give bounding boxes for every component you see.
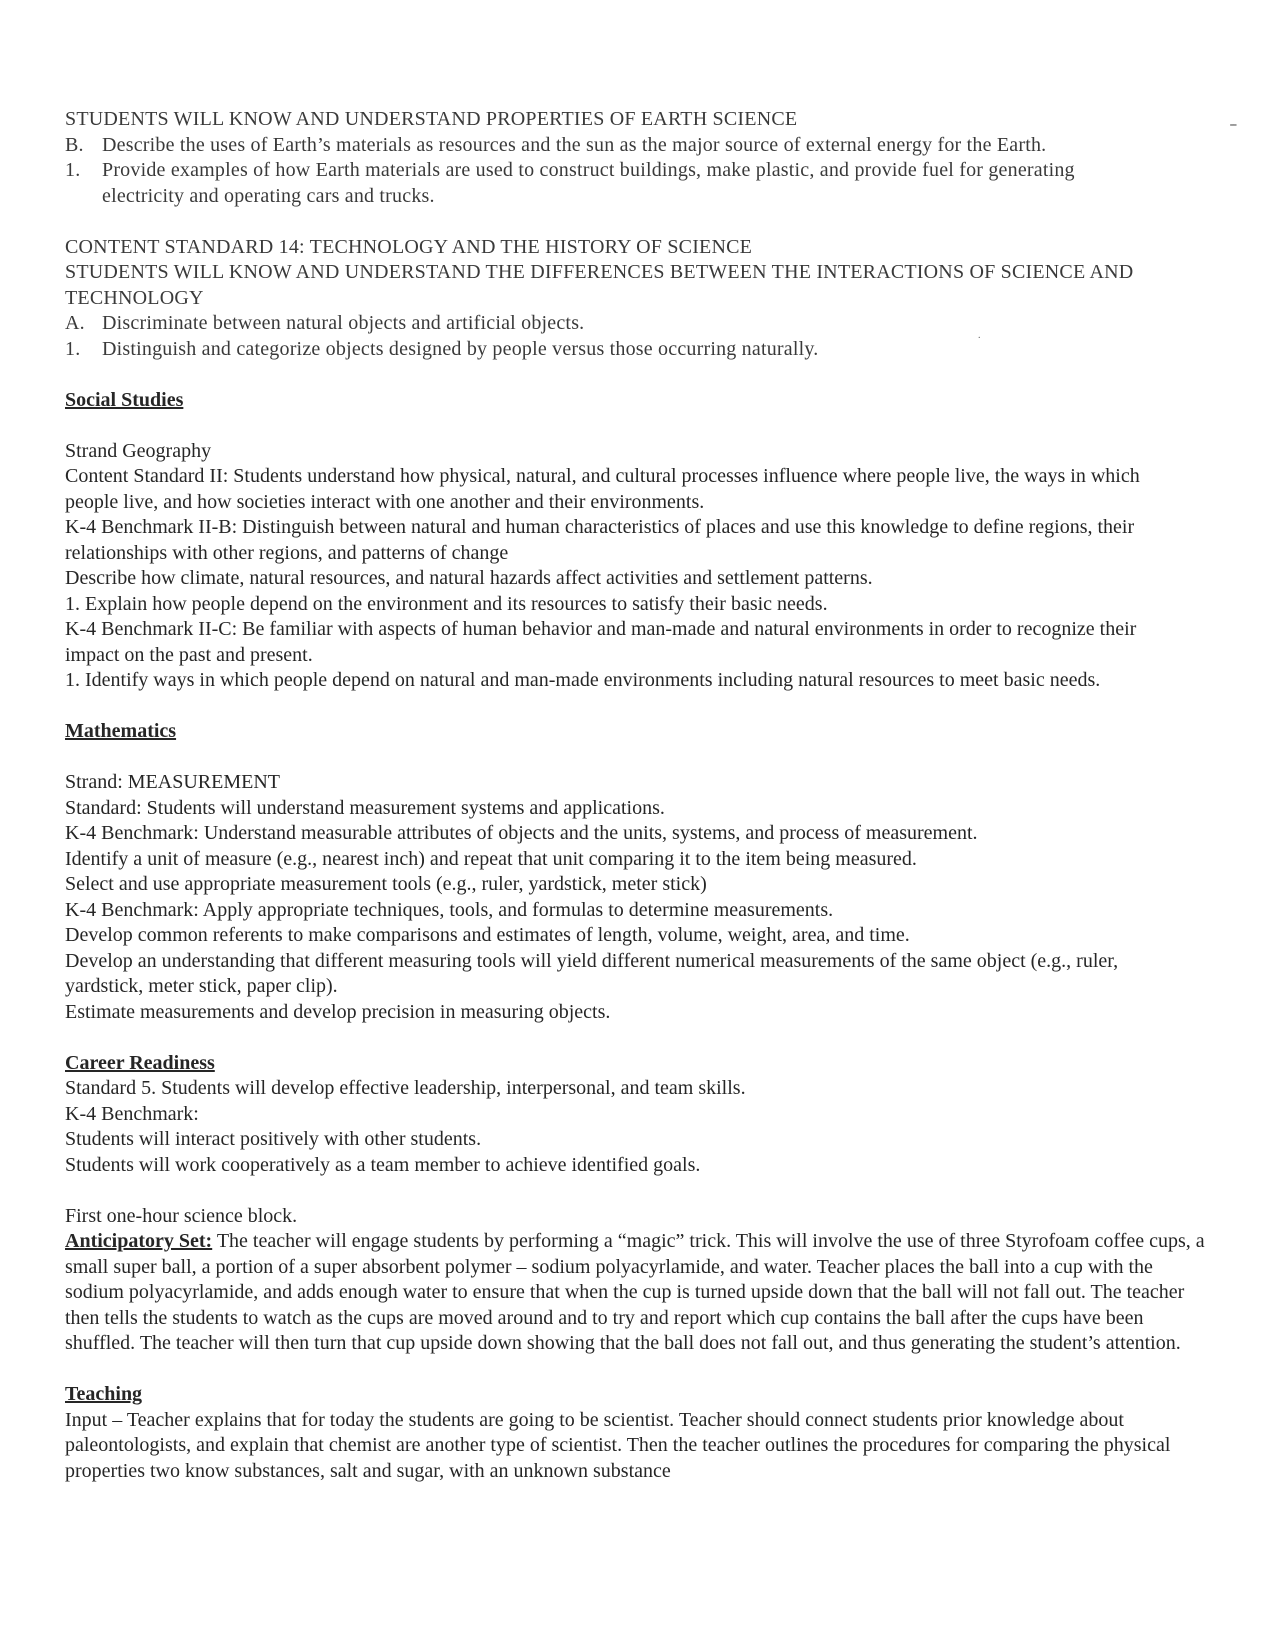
mathematics-line: K-4 Benchmark: Apply appropriate techniques, tools, and formulas to determine measurements.: [65, 898, 834, 921]
social-studies-heading: Social Studies: [65, 388, 184, 411]
career-readiness-line: Students will work cooperatively as a team member to achieve identified goals.: [65, 1153, 701, 1176]
item-label: A.: [65, 312, 85, 334]
social-studies-identify: 1. Identify ways in which people depend on natural and man-made environments including natural resources to meet basic needs.: [65, 669, 1101, 691]
mathematics-heading: Mathematics: [65, 720, 177, 742]
earth-science-item-1: [65, 158, 1215, 209]
career-readiness-line: K-4 Benchmark:: [65, 1102, 199, 1125]
earth-science-item-b: [65, 133, 1215, 159]
social-studies-benchmark-c: K-4 Benchmark II-C: Be familiar with aspects of human behavior and man-made and natural environments in order to recognize their impact on the past and present.: [65, 618, 1137, 666]
social-studies-explain: 1. Explain how people depend on the environment and its resources to satisfy their basic needs.: [65, 592, 828, 615]
anticipatory-set-label: Anticipatory Set:: [65, 1230, 213, 1252]
mathematics-line: Develop an understanding that different measuring tools will yield different numerical measurements of the same object (e.g., ruler, yardstick, meter stick, paper clip).: [65, 949, 1119, 997]
teaching-heading: Teaching: [65, 1383, 143, 1405]
mathematics-line: Develop common referents to make comparisons and estimates of length, volume, weight, area, and time.: [65, 924, 910, 946]
content-standard-14-item-a: [65, 311, 1215, 337]
content-standard-14-item-1: [65, 337, 1215, 363]
item-text: Provide examples of how Earth materials are used to construct buildings, make plastic, and provide fuel for generating electricity and operating cars and trucks.: [102, 159, 1075, 207]
career-readiness-line: Students will interact positively with other students.: [65, 1128, 482, 1150]
earth-science-heading: STUDENTS WILL KNOW AND UNDERSTAND PROPERTIES OF EARTH SCIENCE: [65, 108, 798, 130]
item-text: Distinguish and categorize objects designed by people versus those occurring naturally.: [102, 337, 819, 360]
item-label: B.: [65, 133, 84, 156]
mathematics-line: Select and use appropriate measurement tools (e.g., ruler, yardstick, meter stick): [65, 873, 707, 895]
anticipatory-set-paragraph: [65, 1229, 1215, 1357]
anticipatory-set-text: The teacher will engage students by performing a “magic” trick. This will involve the use of three Styrofoam coffee cups, a small super ball, a portion of a super absorbent polymer – sodium polyacyrlamide, and water. Teacher places the ball into a cup with the sodium polyacyrlamide, and adds enough water to ensure that when the cup is turned upside down that the ball will not fall out. The teacher then tells the students to watch as the cups are moved around and to try and report which cup contains the ball after the cups have been shuffled. The teacher will then turn that cup upside down showing that the ball does not fall out, and thus generating the student’s attention.: [65, 1230, 1205, 1354]
career-readiness-line: Standard 5. Students will develop effective leadership, interpersonal, and team skills.: [65, 1077, 746, 1099]
item-text: Describe the uses of Earth’s materials as resources and the sun as the major source of external energy for the Earth.: [102, 133, 1047, 156]
content-standard-14-title: CONTENT STANDARD 14: TECHNOLOGY AND THE HISTORY OF SCIENCE: [65, 235, 753, 258]
mathematics-line: Estimate measurements and develop precision in measuring objects.: [65, 1000, 611, 1023]
stray-dot: .: [978, 330, 981, 341]
margin-mark: --: [1229, 117, 1235, 132]
item-label: 1.: [65, 159, 81, 181]
social-studies-benchmark-b: K-4 Benchmark II-B: Distinguish between natural and human characteristics of places and use this knowledge to define regions, their relationships with other regions, and patterns of change: [65, 516, 1135, 564]
social-studies-content-standard: Content Standard II: Students understand how physical, natural, and cultural processes influence where people live, the ways in which people live, and how societies interact with one another and their environments.: [65, 465, 1140, 513]
social-studies-describe: Describe how climate, natural resources, and natural hazards affect activities and settlement patterns.: [65, 567, 873, 589]
mathematics-line: Standard: Students will understand measurement systems and applications.: [65, 796, 665, 819]
item-text: Discriminate between natural objects and artificial objects.: [102, 312, 585, 334]
mathematics-line: Identify a unit of measure (e.g., nearest inch) and repeat that unit comparing it to the item being measured.: [65, 847, 917, 870]
mathematics-line: K-4 Benchmark: Understand measurable attributes of objects and the units, systems, and process of measurement.: [65, 822, 978, 844]
social-studies-strand: Strand Geography: [65, 439, 212, 462]
career-readiness-heading: Career Readiness: [65, 1051, 215, 1074]
content-standard-14-subtitle: STUDENTS WILL KNOW AND UNDERSTAND THE DIFFERENCES BETWEEN THE INTERACTIONS OF SCIENCE AND TECHNOLOGY: [65, 261, 1134, 309]
mathematics-line: Strand: MEASUREMENT: [65, 771, 280, 793]
document-page: [65, 107, 1215, 1484]
science-block-intro: First one-hour science block.: [65, 1204, 298, 1227]
item-label: 1.: [65, 337, 81, 360]
teaching-input: Input – Teacher explains that for today the students are going to be scientist. Teacher should connect students prior knowledge about paleontologists, and explain that chemist are another type of scientist. Then the teacher outlines the procedures for comparing the physical properties two know substances, salt and sugar, with an unknown substance: [65, 1408, 1171, 1482]
